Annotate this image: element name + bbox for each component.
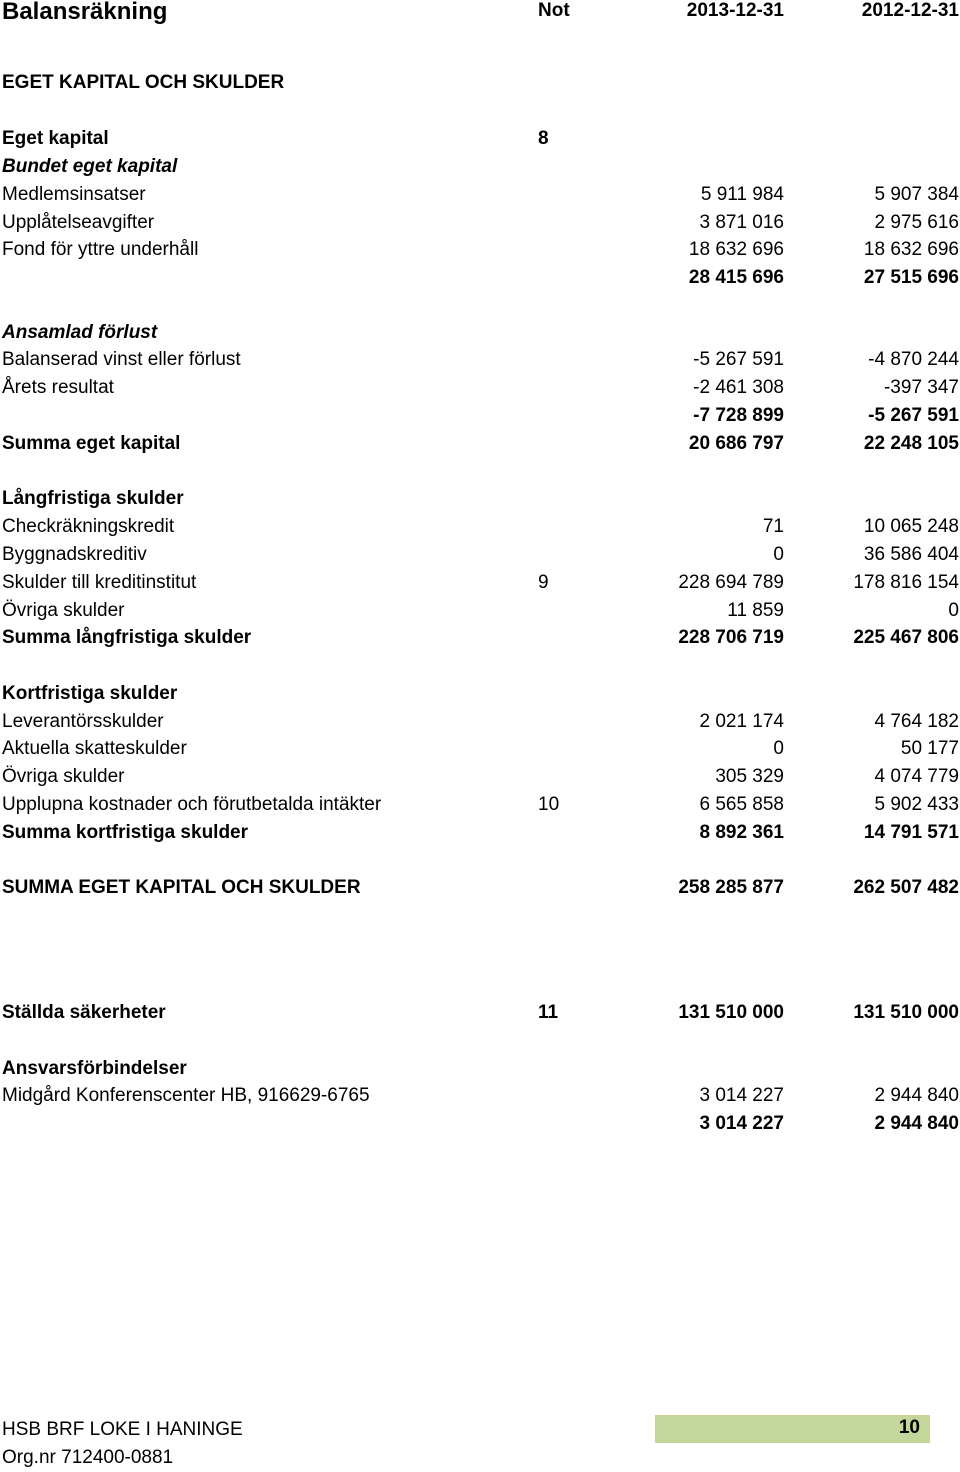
row-note: 11 [538,1002,559,1023]
value-2012: 262 507 482 [853,877,959,898]
table-row [0,126,960,152]
row-label: Eget kapital [2,128,109,149]
value-2013: -2 461 308 [693,377,784,398]
value-2013: -5 267 591 [693,349,784,370]
table-row [0,709,960,735]
value-2013: 228 694 789 [678,572,784,593]
value-2012: 4 074 779 [874,766,959,787]
table-row [0,237,960,263]
row-label: Ansvarsförbindelser [2,1058,187,1079]
value-2013: -7 728 899 [693,405,784,426]
page-footer [0,1414,960,1472]
value-2013: 131 510 000 [678,1002,784,1023]
value-2012: 2 944 840 [874,1113,959,1134]
value-2013: 3 871 016 [699,212,784,233]
year-2013-column-header: 2013-12-31 [686,0,784,21]
row-note: 9 [538,572,549,593]
row-label: SUMMA EGET KAPITAL OCH SKULDER [2,877,361,898]
row-label: Ansamlad förlust [2,322,158,343]
value-2013: 6 565 858 [699,794,784,815]
value-2012: -4 870 244 [868,349,959,370]
value-2013: 28 415 696 [688,267,784,288]
value-2013: 20 686 797 [688,433,784,454]
table-row [0,792,960,818]
row-label: Summa kortfristiga skulder [2,822,249,843]
value-2013: 8 892 361 [699,822,784,843]
table-row [0,598,960,624]
value-2013: 3 014 227 [699,1113,784,1134]
row-label: Midgård Konferenscenter HB, 916629-6765 [2,1085,370,1106]
row-label: Övriga skulder [2,766,125,787]
value-2012: 10 065 248 [863,516,959,537]
table-row [0,182,960,208]
row-label: Skulder till kreditinstitut [2,572,197,593]
table-row [0,210,960,236]
year-2012-column-header: 2012-12-31 [861,0,959,21]
row-label: Summa långfristiga skulder [2,627,252,648]
table-row [0,486,960,512]
row-label: Aktuella skatteskulder [2,738,187,759]
table-row [0,320,960,346]
row-label: Checkräkningskredit [2,516,175,537]
table-row [0,736,960,762]
value-2013: 305 329 [715,766,784,787]
table-row [0,265,960,291]
note-column-header: Not [538,0,570,21]
report-title: Balansräkning [2,0,168,25]
table-row [0,375,960,401]
value-2012: 50 177 [900,738,959,759]
value-2012: -397 347 [883,377,959,398]
value-2012: 225 467 806 [853,627,959,648]
row-label: Summa eget kapital [2,433,181,454]
value-2013: 0 [773,544,784,565]
value-2012: 14 791 571 [863,822,959,843]
value-2012: -5 267 591 [868,405,959,426]
table-row [0,542,960,568]
row-label: Medlemsinsatser [2,184,146,205]
row-label: Fond för yttre underhåll [2,239,199,260]
table-row [0,431,960,457]
value-2012: 5 902 433 [874,794,959,815]
page-number-box [655,1415,930,1443]
row-label: Leverantörsskulder [2,711,164,732]
row-label: Bundet eget kapital [2,156,178,177]
table-row [0,347,960,373]
value-2013: 228 706 719 [678,627,784,648]
value-2013: 0 [773,738,784,759]
value-2013: 18 632 696 [688,239,784,260]
value-2012: 4 764 182 [874,711,959,732]
row-note: 8 [538,128,549,149]
row-label: Balanserad vinst eller förlust [2,349,241,370]
table-row [0,1000,960,1026]
table-row [0,154,960,180]
value-2012: 18 632 696 [863,239,959,260]
row-label: Långfristiga skulder [2,488,184,509]
value-2012: 27 515 696 [863,267,959,288]
value-2012: 36 586 404 [863,544,959,565]
organization-number: Org.nr 712400-0881 [2,1447,174,1468]
table-row [0,1083,960,1109]
value-2013: 258 285 877 [678,877,784,898]
value-2013: 11 859 [727,600,784,621]
row-label: EGET KAPITAL OCH SKULDER [2,72,285,93]
value-2013: 2 021 174 [699,711,784,732]
row-label: Ställda säkerheter [2,1002,166,1023]
row-label: Kortfristiga skulder [2,683,178,704]
value-2012: 178 816 154 [853,572,959,593]
table-row [0,570,960,596]
value-2012: 22 248 105 [863,433,959,454]
value-2012: 131 510 000 [853,1002,959,1023]
table-row [0,514,960,540]
row-label: Övriga skulder [2,600,125,621]
value-2013: 3 014 227 [699,1085,784,1106]
value-2012: 5 907 384 [874,184,959,205]
value-2012: 0 [948,600,959,621]
table-row [0,1056,960,1082]
row-label: Årets resultat [2,377,114,398]
row-note: 10 [538,794,560,815]
value-2012: 2 944 840 [874,1085,959,1106]
organization-name: HSB BRF LOKE I HANINGE [2,1419,243,1440]
row-label: Upplupna kostnader och förutbetalda intäkter [2,794,382,815]
value-2012: 2 975 616 [874,212,959,233]
value-2013: 71 [762,516,784,537]
table-row [0,875,960,901]
row-label: Byggnadskreditiv [2,544,147,565]
table-row [0,681,960,707]
report-header [0,0,960,26]
row-label: Upplåtelseavgifter [2,212,155,233]
table-row [0,1111,960,1137]
table-row [0,820,960,846]
table-row [0,403,960,429]
value-2013: 5 911 984 [700,184,784,205]
page-number: 10 [898,1417,920,1438]
table-row [0,70,960,96]
table-row [0,625,960,651]
table-row [0,764,960,790]
